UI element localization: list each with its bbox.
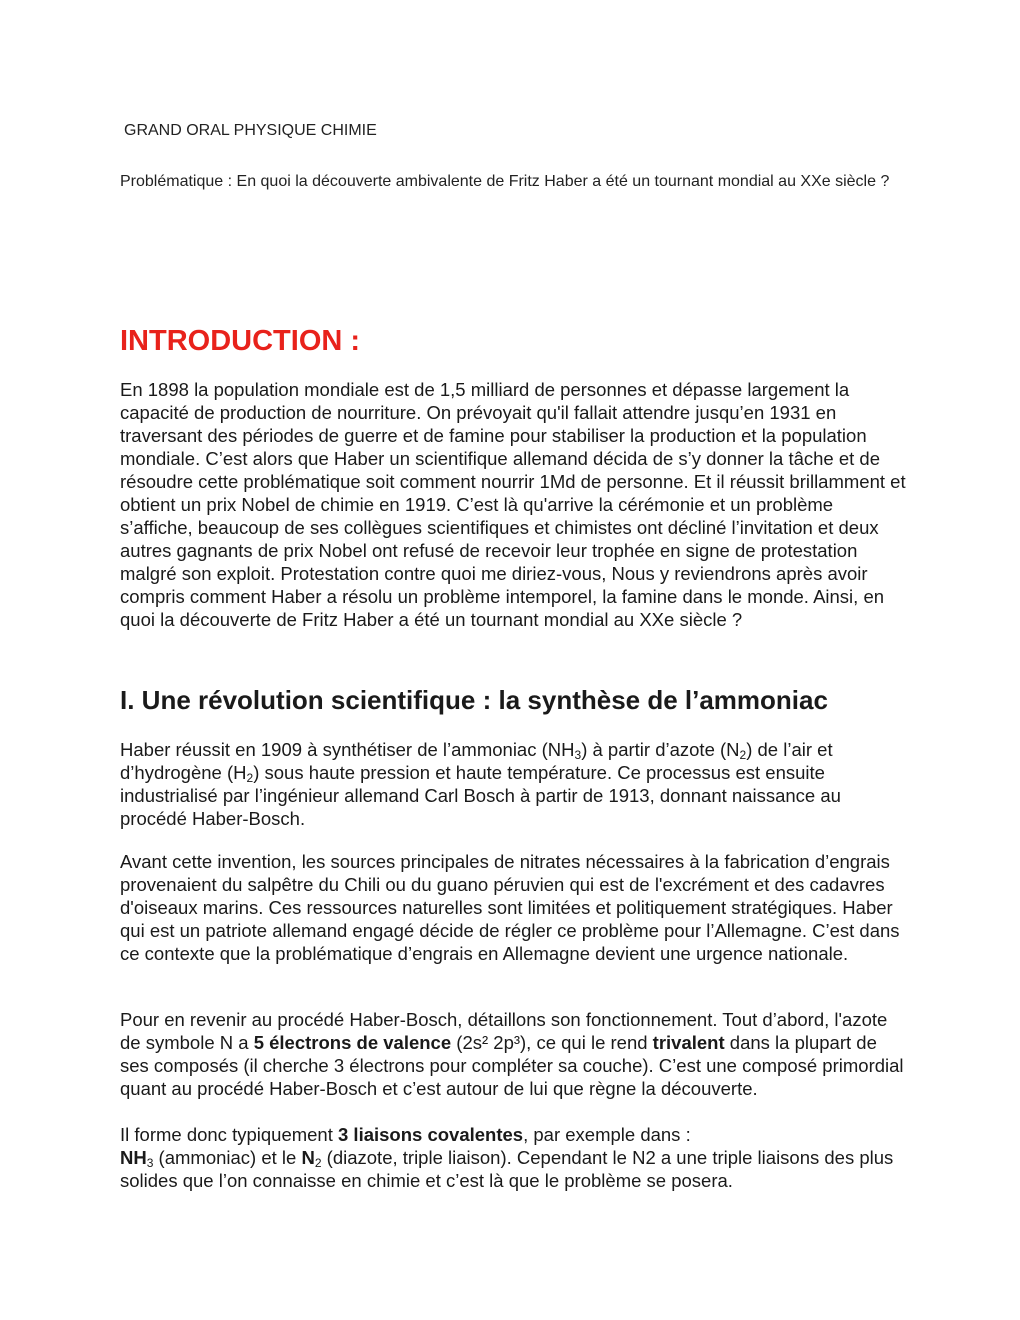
text-run: ) à partir d’azote (N	[581, 739, 740, 760]
bold-run: 3 liaisons covalentes	[338, 1124, 524, 1145]
text-run: (ammoniac) et le	[153, 1147, 302, 1168]
section-1-paragraph-bonds	[120, 1123, 910, 1192]
text-run: , par exemple dans :	[523, 1124, 691, 1145]
section-1-heading: I. Une révolution scientifique : la synthèse de l’ammoniac	[120, 685, 828, 715]
problematique-text: En quoi la découverte ambivalente de Fritz Haber a été un tournant mondial au XXe siècle ?	[236, 173, 890, 190]
introduction-heading: INTRODUCTION :	[120, 325, 361, 357]
text-run: Il forme donc typiquement	[120, 1124, 338, 1145]
bold-run: trivalent	[652, 1032, 725, 1053]
text-run: dans la plupart de ses composés (il cherche 3 électrons pour compléter sa couche). C’est une composé primordial quant au procédé Haber-Bosch et c’est autour de lui que règne la découverte.	[120, 1032, 904, 1099]
text-run: (2s² 2p³), ce qui le rend	[451, 1032, 653, 1053]
text-run: Haber réussit en 1909 à synthétiser de l’ammoniac (NH	[120, 739, 575, 760]
subscript: 3	[574, 748, 582, 762]
bold-run: N	[301, 1147, 315, 1168]
problematique-label: Problématique :	[120, 173, 237, 190]
text-run: ) sous haute pression et haute température. Ce processus est ensuite industrialisé par l’ingénieur allemand Carl Bosch à partir de 1913, donnant naissance au procédé Haber-Bosch.	[120, 762, 841, 829]
section-1-paragraph-nitrates: Avant cette invention, les sources principales de nitrates nécessaires à la fabrication d’engrais provenaient du salpêtre du Chili ou du guano péruvien qui est de l'excrément et des cadavres d'oiseaux marins. Ces ressources naturelles sont limitées et politiquement stratégiques. Haber qui est un patriote allemand engagé décide de régler ce problème pour l’Allemagne. C’est dans ce contexte que la problématique d’engrais en Allemagne devient une urgence nationale.	[120, 851, 900, 964]
subscript: 2	[739, 748, 747, 762]
introduction-paragraph: En 1898 la population mondiale est de 1,5 milliard de personnes et dépasse largement la capacité de production de nourriture. On prévoyait qu'il fallait attendre jusqu’en 1931 en traversant des périodes de guerre et de famine pour stabiliser la production et la population mondiale. C’est alors que Haber un scientifique allemand décida de s’y donner la tâche et de résoudre cette problématique soit comment nourrir 1Md de personne. Et il réussit brillamment et obtient un prix Nobel de chimie en 1919. C’est là qu'arrive la cérémonie et un problème s’affiche, beaucoup de ses collègues scientifiques et chimistes ont décliné l’invitation et deux autres gagnants de prix Nobel ont refusé de recevoir leur trophée en signe de protestation malgré son exploit. Protestation contre quoi me diriez-vous, Nous y reviendrons après avoir compris comment Haber a résolu un problème intemporel, la famine dans le monde. Ainsi, en quoi la découverte de Fritz Haber a été un tournant mondial au XXe siècle ?	[120, 379, 906, 630]
bold-run: NH	[120, 1147, 147, 1168]
document-header: GRAND ORAL PHYSIQUE CHIMIE	[124, 122, 377, 139]
text-run: Pour en revenir au procédé Haber-Bosch, détaillons son fonctionnement. Tout d’abord, l'azote de symbole N a	[120, 1009, 888, 1053]
section-1-paragraph-process	[120, 1008, 910, 1100]
subscript: 2	[314, 1156, 322, 1170]
subscript: 3	[146, 1156, 154, 1170]
section-1-paragraph-synthesis	[120, 738, 910, 830]
subscript: 2	[246, 771, 254, 785]
bold-run: 5 électrons de valence	[253, 1032, 452, 1053]
text-run: ) de l’air et d’hydrogène (H	[120, 739, 833, 783]
text-run: (diazote, triple liaison). Cependant le N2 a une triple liaisons des plus solides que l’on connaisse en chimie et c’est là que le problème se posera.	[120, 1147, 894, 1191]
problematique	[120, 169, 910, 194]
